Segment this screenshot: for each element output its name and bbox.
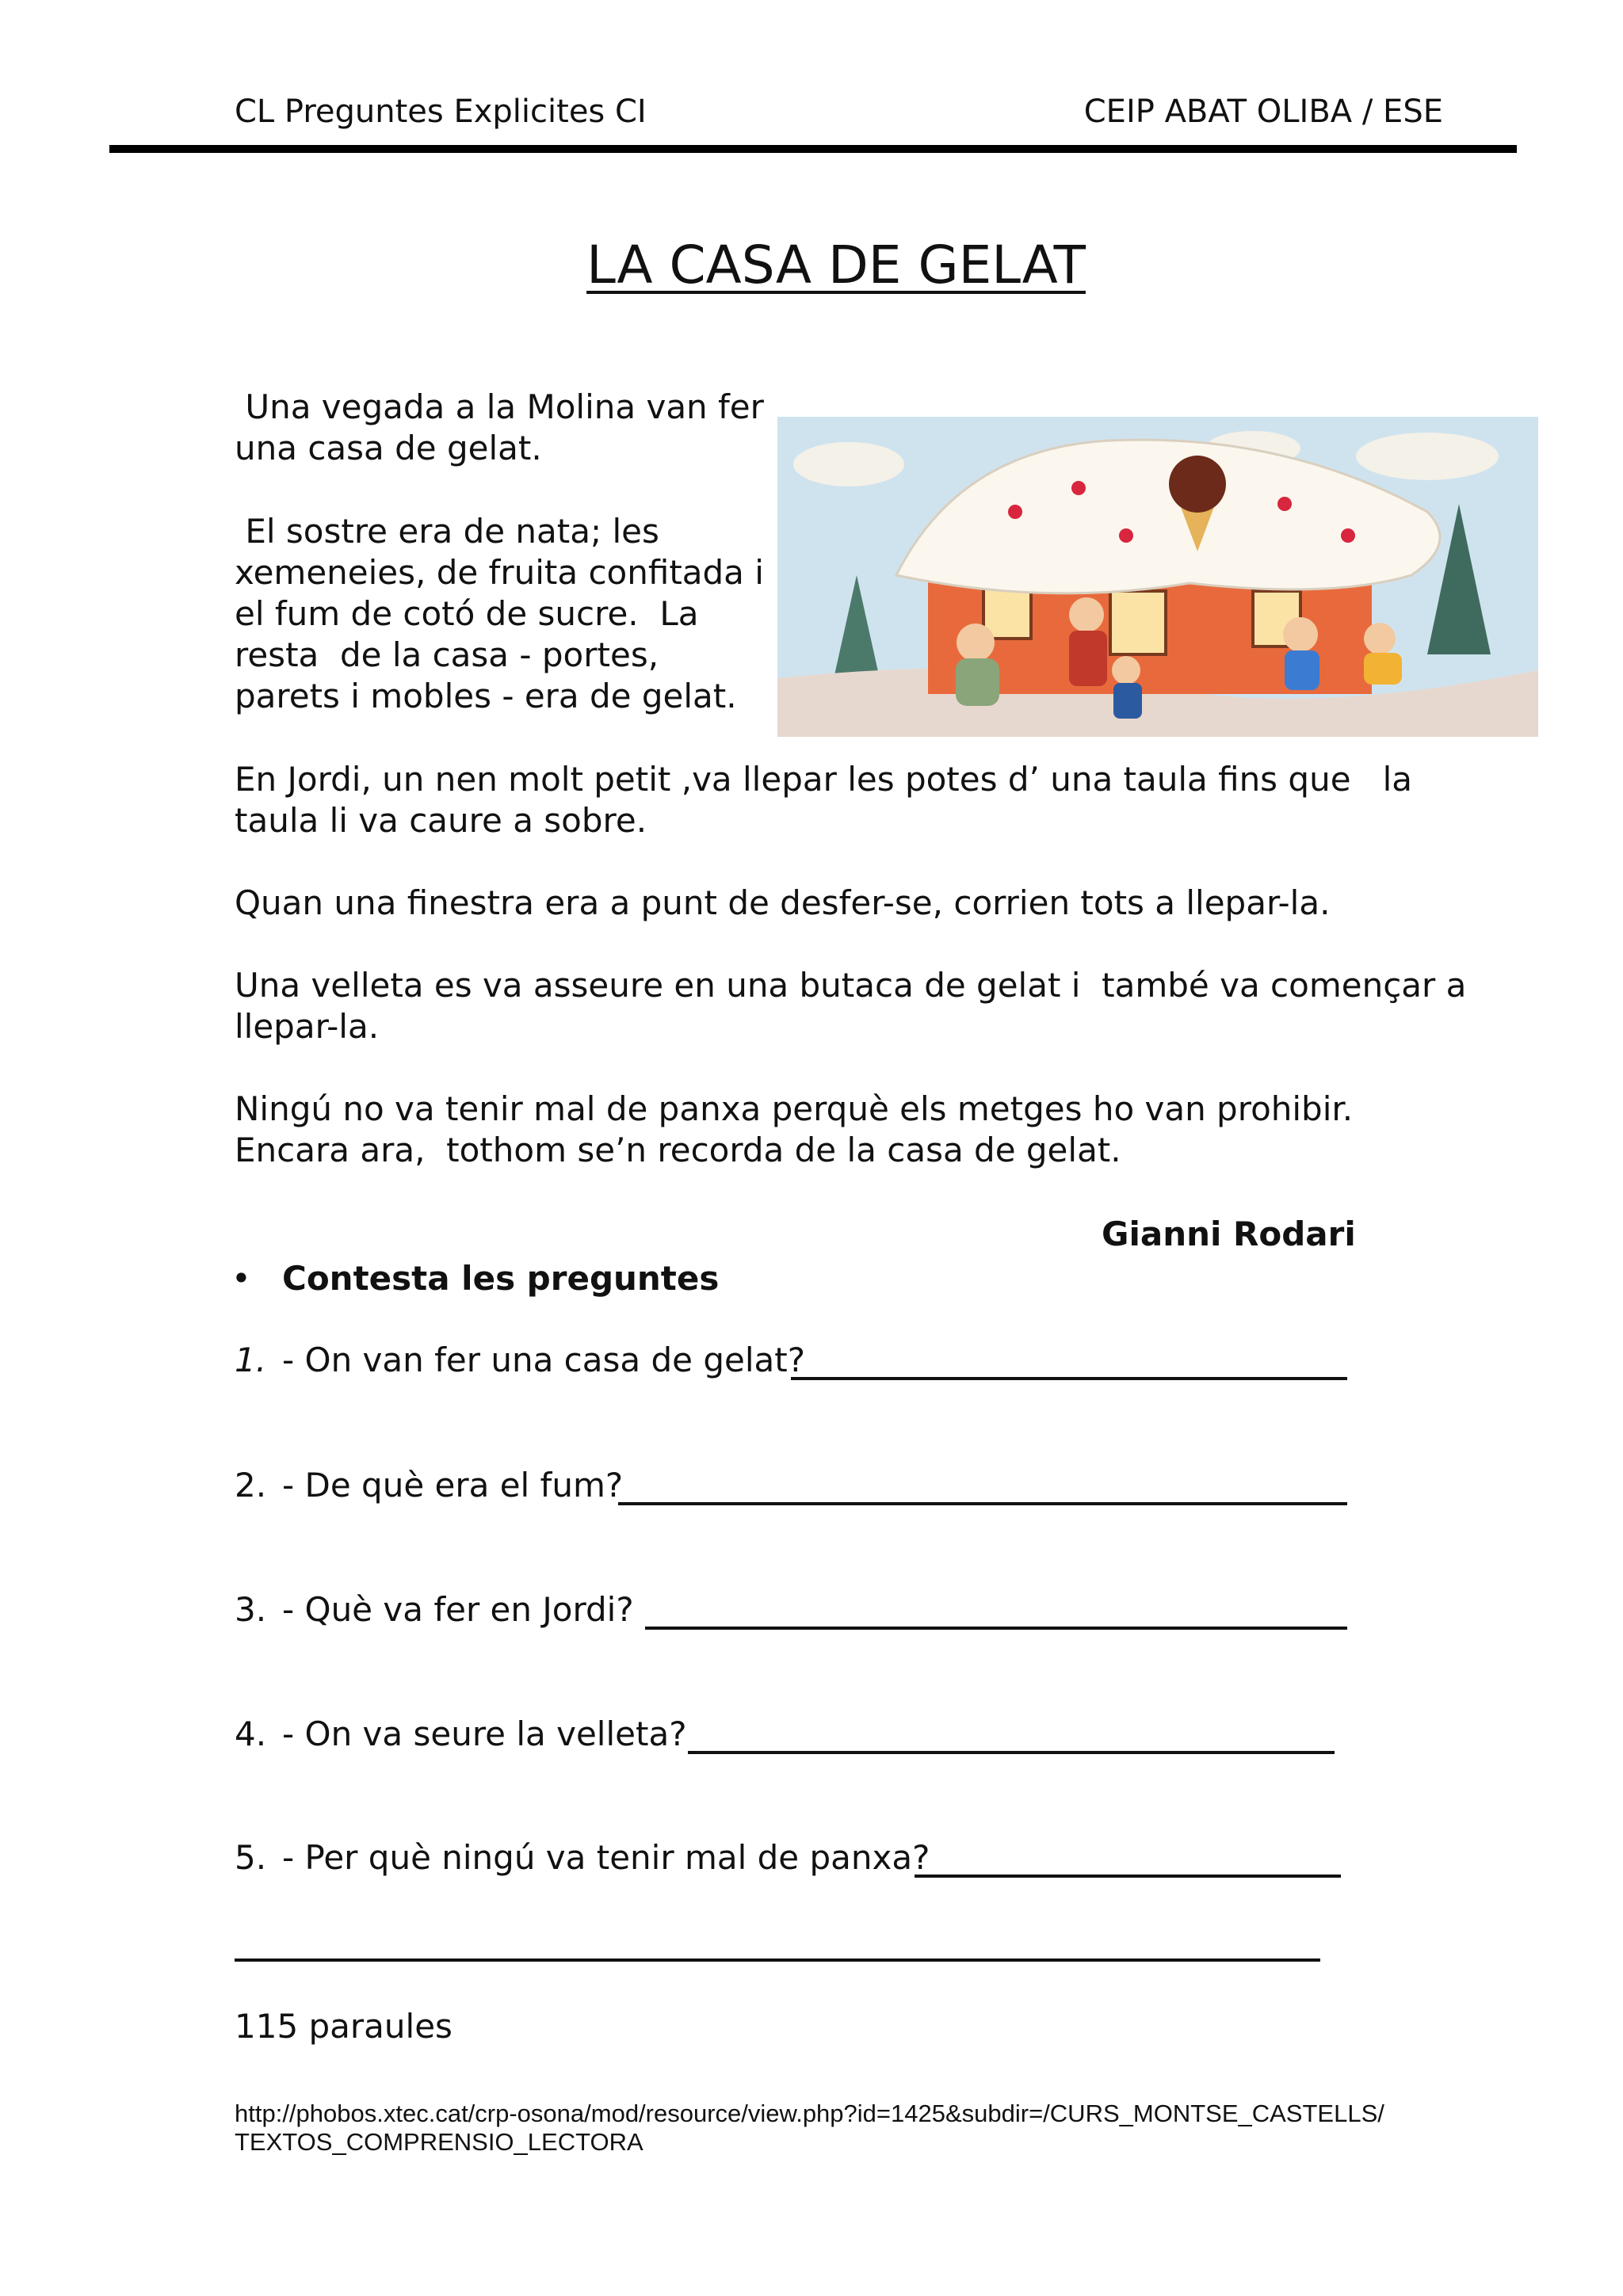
answer-line-2[interactable] bbox=[618, 1502, 1347, 1505]
source-url-line: http://phobos.xtec.cat/crp-osona/mod/resource/view.php?id=1425&subdir=/CURS_MONTSE_CASTELLS/ bbox=[235, 2100, 1384, 2127]
illustration-icon bbox=[777, 417, 1538, 737]
ice-cream-house-illustration bbox=[777, 417, 1538, 737]
story-line: el fum de cotó de sucre. La bbox=[235, 594, 699, 633]
page-title bbox=[0, 235, 1623, 296]
story-paragraph-2 bbox=[235, 511, 764, 717]
question-3-text: - Què va fer en Jordi? bbox=[282, 1590, 634, 1629]
header-left-label: CL Preguntes Explicites CI bbox=[235, 93, 647, 130]
header-divider bbox=[109, 145, 1517, 153]
answer-line-4[interactable] bbox=[688, 1751, 1335, 1754]
story-line: una casa de gelat. bbox=[235, 429, 542, 467]
story-line: resta de la casa - portes, bbox=[235, 635, 659, 674]
story-paragraph-5 bbox=[235, 965, 1466, 1047]
answer-line-5-continuation[interactable] bbox=[235, 1958, 1320, 1962]
instruction-bullet: • bbox=[231, 1259, 251, 1298]
answer-line-5[interactable] bbox=[915, 1875, 1341, 1878]
question-5-number: 5. bbox=[235, 1838, 267, 1877]
question-1-text: - On van fer una casa de gelat? bbox=[282, 1341, 805, 1379]
story-paragraph-1 bbox=[235, 387, 764, 469]
instruction-text: Contesta les preguntes bbox=[282, 1259, 720, 1298]
answer-line-1[interactable] bbox=[791, 1377, 1347, 1380]
answer-line-3[interactable] bbox=[645, 1627, 1347, 1630]
page-title-text: LA CASA DE GELAT bbox=[586, 235, 1086, 296]
author-name: Gianni Rodari bbox=[1102, 1215, 1356, 1253]
source-url-line: TEXTOS_COMPRENSIO_LECTORA bbox=[235, 2128, 643, 2156]
story-line: Quan una finestra era a punt de desfer-se, corrien tots a llepar-la. bbox=[235, 883, 1331, 922]
story-paragraph-4 bbox=[235, 883, 1330, 924]
question-2-text: - De què era el fum? bbox=[282, 1466, 624, 1505]
story-line: Una velleta es va asseure en una butaca de gelat i també va començar a bbox=[235, 966, 1467, 1005]
story-line: Una vegada a la Molina van fer bbox=[235, 387, 764, 426]
source-url[interactable] bbox=[235, 2100, 1384, 2157]
story-line: El sostre era de nata; les bbox=[235, 512, 659, 551]
question-2-number: 2. bbox=[235, 1466, 267, 1505]
story-line: En Jordi, un nen molt petit ,va llepar les potes d’ una taula fins que la bbox=[235, 760, 1412, 799]
question-4-number: 4. bbox=[235, 1714, 267, 1753]
question-4-text: - On va seure la velleta? bbox=[282, 1714, 687, 1753]
story-line: Ningú no va tenir mal de panxa perquè els metges ho van prohibir. bbox=[235, 1089, 1354, 1128]
question-1-number: 1. bbox=[235, 1341, 267, 1379]
story-line: llepar-la. bbox=[235, 1007, 380, 1046]
question-3-number: 3. bbox=[235, 1590, 267, 1629]
story-line: taula li va caure a sobre. bbox=[235, 801, 647, 840]
story-line: Encara ara, tothom se’n recorda de la casa de gelat. bbox=[235, 1131, 1121, 1169]
header-right-label: CEIP ABAT OLIBA / ESE bbox=[1083, 93, 1443, 130]
question-5-text: - Per què ningú va tenir mal de panxa? bbox=[282, 1838, 930, 1877]
word-count: 115 paraules bbox=[235, 2007, 453, 2046]
story-line: xemeneies, de fruita confitada i bbox=[235, 553, 764, 592]
story-line: parets i mobles - era de gelat. bbox=[235, 677, 737, 715]
story-paragraph-6 bbox=[235, 1089, 1353, 1171]
story-paragraph-3 bbox=[235, 759, 1412, 841]
